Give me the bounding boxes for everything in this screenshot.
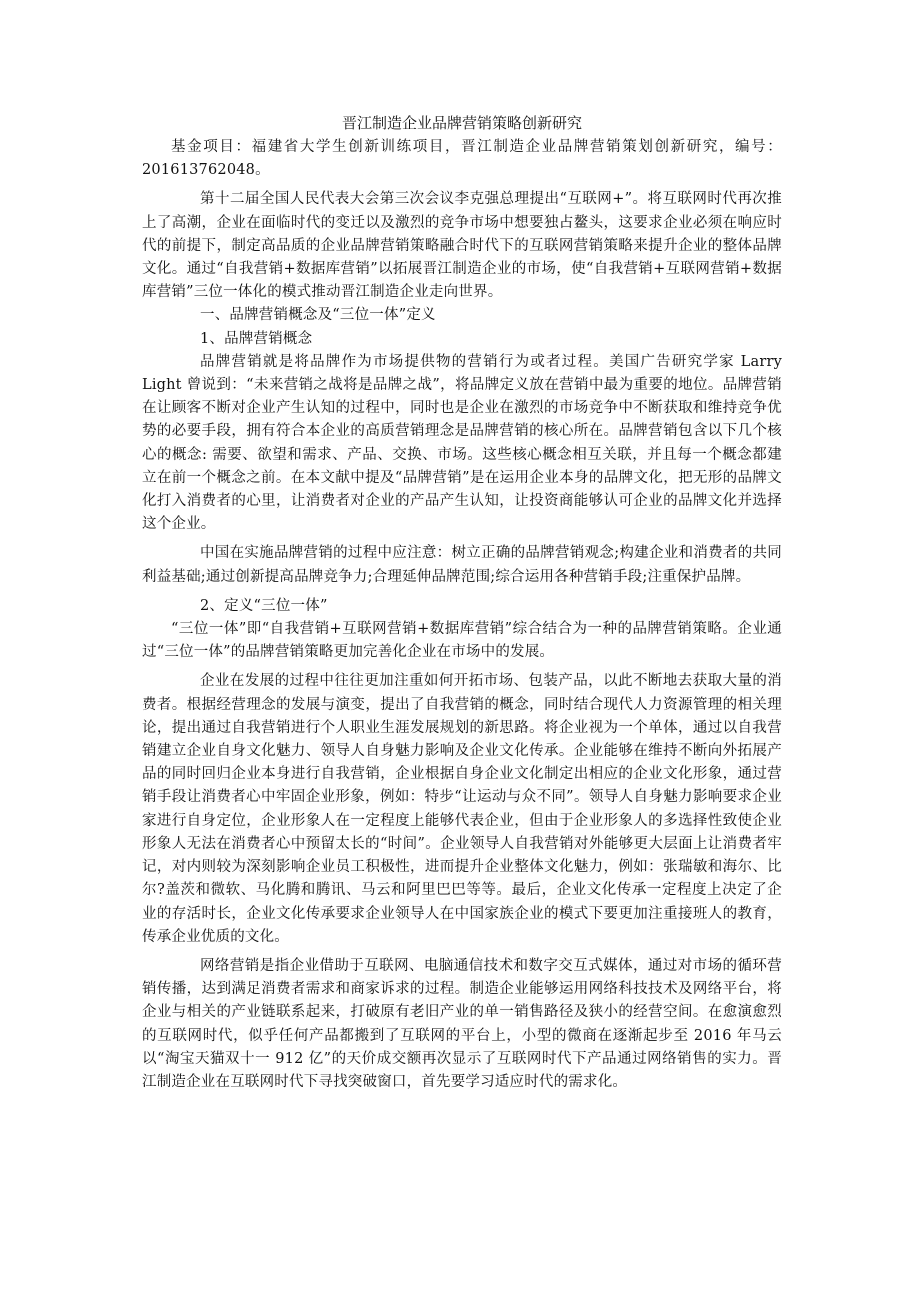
subsection-heading-1: 1、品牌营销概念	[200, 330, 313, 347]
china-brand-paragraph: 中国在实施品牌营销的过程中应注意：树立正确的品牌营销观念;构建企业和消费者的共同利益基础;通过创新提高品牌竞争力;合理延伸品牌范围;综合运用各种营销手段;注重保护品牌。	[142, 545, 782, 585]
network-marketing-paragraph: 网络营销是指企业借助于互联网、电脑通信技术和数字交互式媒体，通过对市场的循环营销传播，达到满足消费者需求和商家诉求的过程。制造企业能够运用网络科技技术及网络平台，将企业与相关的产业链联系起来，打破原有老旧产业的单一销售路径及狭小的经营空间。在愈演愈烈的互联网时代，似乎任何产品都搬到了互联网的平台上，小型的微商在逐渐起步至 2016 年马云以“淘宝天猫双十一 912 亿”的天价成交额再次显示了互联网时代下产品通过网络销售的实力。晋江制造企业在互联网时代下寻找突破窗口，首先要学习适应时代的需求化。	[142, 957, 782, 1090]
trinity-definition-paragraph: “三位一体”即“自我营销+互联网营销+数据库营销”综合结合为一种的品牌营销策略。企业通过“三位一体”的品牌营销策略更加完善化企业在市场中的发展。	[142, 621, 782, 661]
fund-note: 基金项目：福建省大学生创新训练项目，晋江制造企业品牌营销策划创新研究，编号：201613762048。	[142, 139, 782, 179]
subsection-heading-2: 2、定义“三位一体”	[200, 597, 328, 614]
section-heading-1: 一、品牌营销概念及“三位一体”定义	[200, 307, 436, 324]
brand-marketing-paragraph: 品牌营销就是将品牌作为市场提供物的营销行为或者过程。美国广告研究学家 Larry Light 曾说到：“未来营销之战将是品牌之战”，将品牌定义放在营销中最为重要的地位。品牌营销在让顾客不断对企业产生认知的过程中，同时也是企业在激烈的市场竞争中不断获取和维持竞争优势的必要手段，拥有符合本企业的高质营销理念是品牌营销的核心所在。品牌营销包含以下几个核心的概念: 需要、欲望和需求、产品、交换、市场。这些核心概念相互关联，并且每一个概念都建立在前一个概念之前。在本文献中提及“品牌营销”是在运用企业本身的品牌文化，把无形的品牌文化打入消费者的心里，让消费者对企业的产品产生认知，让投资商能够认可企业的品牌文化并选择这个企业。	[142, 353, 782, 533]
document-title: 晋江制造企业品牌营销策略创新研究	[341, 114, 582, 132]
document-page	[142, 112, 782, 1094]
intro-paragraph: 第十二届全国人民代表大会第三次会议李克强总理提出“互联网+”。将互联网时代再次推上了高潮，企业在面临时代的变迁以及激烈的竞争市场中想要独占鳌头，这要求企业必须在响应时代的前提下，制定高品质的企业品牌营销策略融合时代下的互联网营销策略来提升企业的整体品牌文化。通过“自我营销+数据库营销”以拓展晋江制造企业的市场，使“自我营销+互联网营销+数据库营销”三位一体化的模式推动晋江制造企业走向世界。	[142, 191, 782, 301]
self-marketing-paragraph: 企业在发展的过程中往往更加注重如何开拓市场、包装产品，以此不断地去获取大量的消费者。根据经营理念的发展与演变，提出了自我营销的概念，同时结合现代人力资源管理的相关理论，提出通过自我营销进行个人职业生涯发展规划的新思路。将企业视为一个单体，通过以自我营销建立企业自身文化魅力、领导人自身魅力影响及企业文化传承。企业能够在维持不断向外拓展产品的同时回归企业本身进行自我营销，企业根据自身企业文化制定出相应的企业文化形象，通过营销手段让消费者心中牢固企业形象，例如：特步“让运动与众不同”。领导人自身魅力影响要求企业家进行自身定位，企业形象人在一定程度上能够代表企业，但由于企业形象人的多选择性致使企业形象人无法在消费者心中预留太长的“时间”。企业领导人自我营销对外能够更大层面上让消费者牢记，对内则较为深刻影响企业员工积极性，进而提升企业整体文化魅力，例如：张瑞敏和海尔、比尔?盖茨和微软、马化腾和腾讯、马云和阿里巴巴等等。最后，企业文化传承一定程度上决定了企业的存活时长，企业文化传承要求企业领导人在中国家族企业的模式下要更加注重接班人的教育，传承企业优质的文化。	[142, 673, 782, 945]
